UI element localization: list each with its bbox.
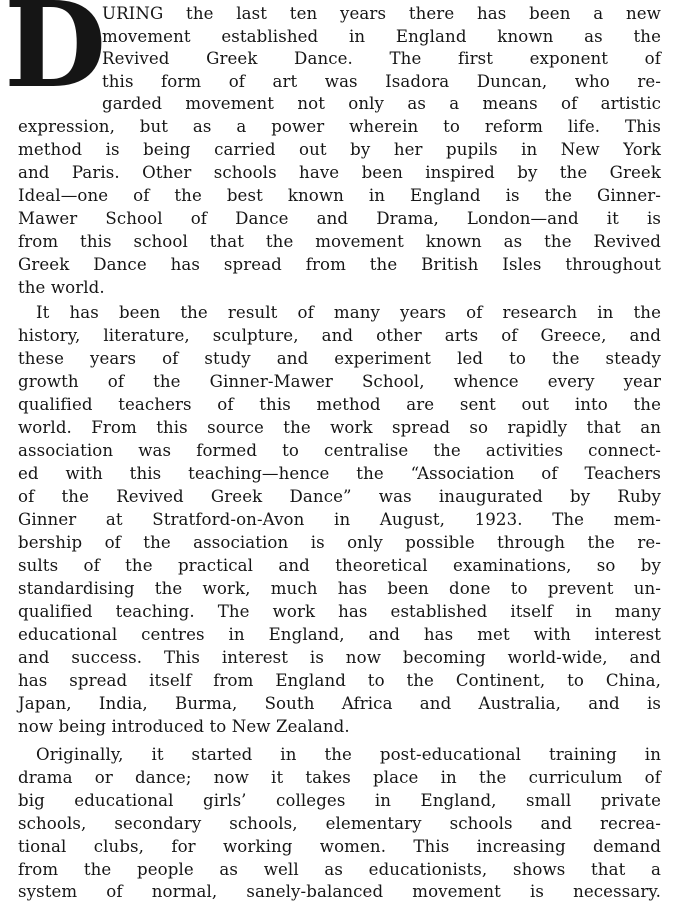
text-line: sults of the practical and theoretical examinations, so by: [18, 556, 661, 575]
text-line: and success. This interest is now becoming world-wide, and: [18, 648, 661, 667]
text-line: system of normal, sanely-balanced movement is necessary.: [18, 882, 661, 901]
text-line: the world.: [18, 278, 105, 297]
text-line: Greek Dance has spread from the British Isles throughout: [18, 255, 661, 274]
text-line: tional clubs, for working women. This increasing demand: [18, 837, 661, 856]
text-line: bership of the association is only possible through the re-: [18, 533, 661, 552]
text-line: ed with this teaching—hence the “Association of Teachers: [18, 464, 661, 483]
text-line: this form of art was Isadora Duncan, who re-: [102, 72, 661, 91]
drop-cap: D: [4, 0, 107, 114]
text-line: Ginner at Stratford-on-Avon in August, 1923. The mem-: [18, 510, 661, 529]
text-line: now being introduced to New Zealand.: [18, 717, 350, 736]
text-line: qualified teaching. The work has established itself in many: [18, 602, 661, 621]
text-line: and Paris. Other schools have been inspired by the Greek: [18, 163, 661, 182]
text-line: schools, secondary schools, elementary schools and recrea-: [18, 814, 661, 833]
text-line: method is being carried out by her pupils in New York: [18, 140, 661, 159]
text-line: of the Revived Greek Dance” was inaugurated by Ruby: [18, 487, 661, 506]
text-line: movement established in England known as the: [102, 27, 661, 46]
text-line: URING the last ten years there has been a new: [102, 4, 661, 23]
text-line: Mawer School of Dance and Drama, London—and it is: [18, 209, 661, 228]
text-line: expression, but as a power wherein to reform life. This: [18, 117, 661, 136]
text-line: Japan, India, Burma, South Africa and Australia, and is: [18, 694, 661, 713]
text-line: these years of study and experiment led to the steady: [18, 349, 661, 368]
text-line: world. From this source the work spread so rapidly that an: [18, 418, 661, 437]
text-line: has spread itself from England to the Continent, to China,: [18, 671, 661, 690]
text-line: qualified teachers of this method are sent out into the: [18, 395, 661, 414]
text-line: big educational girls’ colleges in England, small private: [18, 791, 661, 810]
text-line: from the people as well as educationists, shows that a: [18, 860, 661, 879]
text-line: association was formed to centralise the activities connect-: [18, 441, 661, 460]
text-line: educational centres in England, and has met with interest: [18, 625, 661, 644]
text-line: Originally, it started in the post-educational training in: [36, 745, 661, 764]
text-line: Ideal—one of the best known in England is the Ginner-: [18, 186, 661, 205]
text-line: Revived Greek Dance. The first exponent of: [102, 49, 661, 68]
text-line: from this school that the movement known as the Revived: [18, 232, 661, 251]
text-line: It has been the result of many years of research in the: [36, 303, 661, 322]
text-line: drama or dance; now it takes place in the curriculum of: [18, 768, 661, 787]
text-line: history, literature, sculpture, and other arts of Greece, and: [18, 326, 661, 345]
text-line: standardising the work, much has been done to prevent un-: [18, 579, 661, 598]
text-line: garded movement not only as a means of artistic: [102, 94, 661, 113]
text-line: growth of the Ginner-Mawer School, whence every year: [18, 372, 661, 391]
